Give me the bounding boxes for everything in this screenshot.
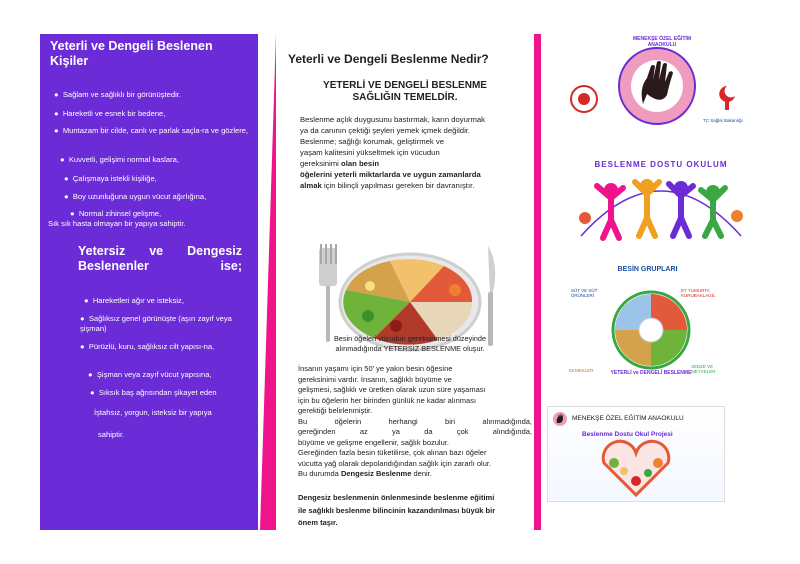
fork-icon <box>319 244 337 342</box>
list-item: ● Normal zihinsel gelişme, <box>70 209 162 218</box>
list-item: ● Boy uzunluğuna uygun vücut ağırlığına, <box>64 192 207 201</box>
list-item: ● Hareketli ve esnek bir bedene, <box>54 109 166 118</box>
food-groups-title: BESİN GRUPLARI <box>617 266 678 273</box>
list-item: ● Sıksık baş ağrısından şikayet eden <box>90 388 217 397</box>
food-group-label: ET YUMURTA KURUBAKLAGİL <box>681 288 716 298</box>
food-group-label: SÜT VE SÜT ÜRÜNLERİ <box>571 288 598 298</box>
child-figure-icon <box>701 185 725 236</box>
plate-caption: Besin öğeleri vücudun gereksinmesi düzeyinde alınmadığında YETERSİZ BESLENME oluşur. <box>333 334 487 353</box>
ministry-emblem-icon <box>569 84 599 114</box>
list-item: ● Pürüzlü, kuru, sağlıksız cilt yapısı-na, <box>80 342 215 351</box>
middle-panel <box>276 34 534 530</box>
ministry-label: TC Sağlık Bakanlığı <box>703 118 743 123</box>
list-item-continuation: Sık sık hasta olmayan bir yapıya sahiptir. <box>48 219 186 228</box>
child-figure-icon <box>669 181 693 236</box>
list-item: ● Kuvvetli, gelişimi normal kaslara, <box>60 155 179 164</box>
paragraph-nutrients: İnsanın yaşamı için 50' ye yakın besin öğesine gereksinimi vardır. İnsanın, sağlıklı büyüme ve gelişmesi, sağlıklı ve üretken olarak uzun süre yaşaması için bu öğelerin her birinden günlük ne kadar alınması gerektiği belirlenmiştir. Bu öğelerin herhangi biri alınmadığında, gereğinden az ya da çok alındığında, büyüme ve gelişme engellenir, sağlık bozulur. Gereğinden fazla besin tüketilirse, çok alınan bazı öğeler vücutta yağ olarak depolandığından sağlık için zararlı olur. Bu durumda Dengesiz Beslenme denir. <box>298 364 532 478</box>
hand-icon <box>552 411 568 427</box>
banner-project-name: Beslenme Dostu Okul Projesi <box>582 431 673 438</box>
list-item: ● Hareketleri ağır ve isteksiz, <box>84 296 184 305</box>
knife-icon <box>488 246 495 346</box>
left-panel <box>40 34 258 530</box>
school-logo-text: MENEKŞE ÖZEL EĞİTİM ANAOKULU <box>633 36 691 48</box>
headline: YETERLİ VE DENGELİ BESLENME SAĞLIĞIN TEMELDİR. <box>323 80 487 103</box>
list-item: ● Şişman veya zayıf vücut yapısına, <box>88 370 212 379</box>
banner-school-name: MENEKŞE ÖZEL EĞİTİM ANAOKULU <box>572 415 684 422</box>
project-arc-text: BESLENME DOSTU OKULUM <box>594 160 728 169</box>
health-ministry-icon <box>715 84 739 114</box>
right-panel <box>541 34 754 530</box>
list-item: ● Muntazam bir cilde, canlı ve parlak saçla-ra ve gözlere, <box>54 126 249 135</box>
food-group-label: EKMEKLER <box>569 368 594 373</box>
list-item-continuation: sahiptir. <box>98 430 125 439</box>
plate-arc-text: YETERLİ ve DENGELİ BESLENME <box>610 370 692 376</box>
list-item: ● Sağlıksız genel görünüşte (aşırı zayıf veya şişman) <box>80 314 232 333</box>
panel-title: Yeterli ve Dengeli Beslenen Kişiler <box>50 39 213 68</box>
child-figure-icon <box>597 183 623 238</box>
paragraph-definition: Beslenme açlık duygusunu bastırmak, karın doyurmak ya da canının çektiği şeyleri yemek içmek değildir. Beslenme; sağlığı korumak, geliştirmek ve yaşam kalitesini yükseltmek için vücudun gereksinimi olan besin öğelerini yeterli miktarlarda ve uygun zamanlarda almak için bilinçli yapılması gereken bir davranıştır. <box>300 115 486 190</box>
panel-title: Yeterli ve Dengeli Beslenme Nedir? <box>288 52 489 66</box>
food-group-label: SEBZE VE MEYVELER <box>691 364 716 374</box>
section-subtitle: Yetersiz ve Dengesiz Beslenenler ise; <box>78 244 242 273</box>
heart-food-illustration <box>598 441 674 497</box>
school-logo <box>617 46 697 126</box>
food-groups-plate <box>611 284 691 380</box>
project-banner <box>547 406 725 502</box>
list-item: ● Sağlam ve sağlıklı bir görünüştedir. <box>54 90 181 99</box>
closing-statement: Dengesiz beslenmenin önlenmesinde beslenme eğitimi ile sağlıklı beslenme bilincinin kazandırılması büyük bir önem taşır. <box>298 493 496 527</box>
list-item-continuation: İştahsız, yorgun, isteksiz bir yapıya <box>94 408 212 417</box>
list-item: ● Çalışmaya istekli kişiliğe, <box>64 174 157 183</box>
project-logo-figures <box>571 166 746 256</box>
child-figure-icon <box>635 179 659 236</box>
